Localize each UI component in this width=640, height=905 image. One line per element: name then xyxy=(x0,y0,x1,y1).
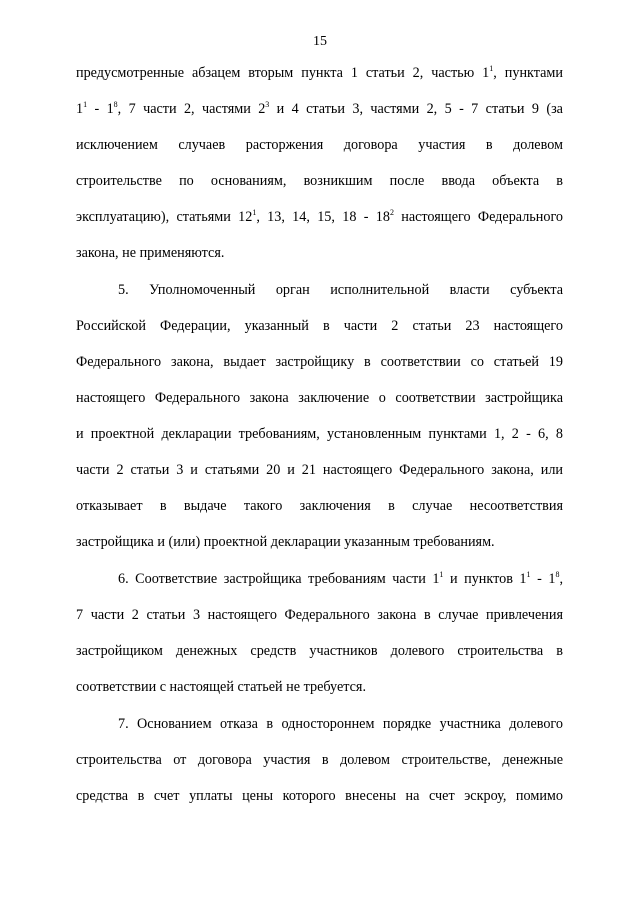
text-line: части 2 статьи 3 и статьями 20 и 21 настоящего Федерального закона, или xyxy=(76,462,563,478)
text-line: настоящего Федерального закона заключение о соответствии застройщика xyxy=(76,390,563,406)
superscript: 2 xyxy=(389,208,394,217)
superscript: 3 xyxy=(265,100,270,109)
text-line: застройщика и (или) проектной декларации указанным требованиям. xyxy=(76,534,495,550)
text-line: $1^1 - 1^8$, 7 части 2, частями $2^3$ и 4 статьи 3, частями 2, 5 - 7 статьи 9 (за xyxy=(76,100,563,117)
text-line: 7 части 2 статьи 3 настоящего Федерального закона в случае привлечения xyxy=(76,607,563,623)
superscript: 1 xyxy=(252,208,257,217)
text-line: предусмотренные абзацем вторым пункта 1 статьи 2, частью $1^1$, пунктами xyxy=(76,64,563,81)
superscript: 1 xyxy=(526,570,531,579)
superscript: 8 xyxy=(113,100,118,109)
text-line: Российской Федерации, указанный в части 2 статьи 23 настоящего xyxy=(76,318,563,334)
paragraph-6-first-line: 6. Соответствие застройщика требованиям части $1^1$ и пунктов $1^1 - 1^8$, xyxy=(118,570,563,587)
text-line: отказывает в выдаче такого заключения в случае несоответствия xyxy=(76,498,563,514)
text-line: исключением случаев расторжения договора участия в долевом xyxy=(76,137,563,153)
text-line: эксплуатацию), статьями $12^1$, 13, 14, 15, $18 - 18^2$ настоящего Федерального xyxy=(76,208,564,225)
text-line: средства в счет уплаты цены которого внесены на счет эскроу, помимо xyxy=(76,788,563,804)
text-line: застройщиком денежных средств участников долевого строительства в xyxy=(76,643,563,659)
text-line: строительства от договора участия в долевом строительстве, денежные xyxy=(76,752,563,768)
superscript: 8 xyxy=(555,570,560,579)
paragraph-5-first-line: 5. Уполномоченный орган исполнительной власти субъекта xyxy=(118,282,563,298)
text-line: Федерального закона, выдает застройщику в соответствии со статьей 19 xyxy=(76,354,563,370)
superscript: 1 xyxy=(489,64,494,73)
text-line: соответствии с настоящей статьей не требуется. xyxy=(76,679,366,695)
superscript: 1 xyxy=(83,100,88,109)
superscript: 1 xyxy=(439,570,444,579)
paragraph-7-first-line: 7. Основанием отказа в одностороннем порядке участника долевого xyxy=(118,716,563,732)
text-line: закона, не применяются. xyxy=(76,245,225,261)
page-number: 15 xyxy=(313,34,327,49)
text-line: строительстве по основаниям, возникшим после ввода объекта в xyxy=(76,173,563,189)
text-line: и проектной декларации требованиям, установленным пунктами 1, 2 - 6, 8 xyxy=(76,426,563,442)
